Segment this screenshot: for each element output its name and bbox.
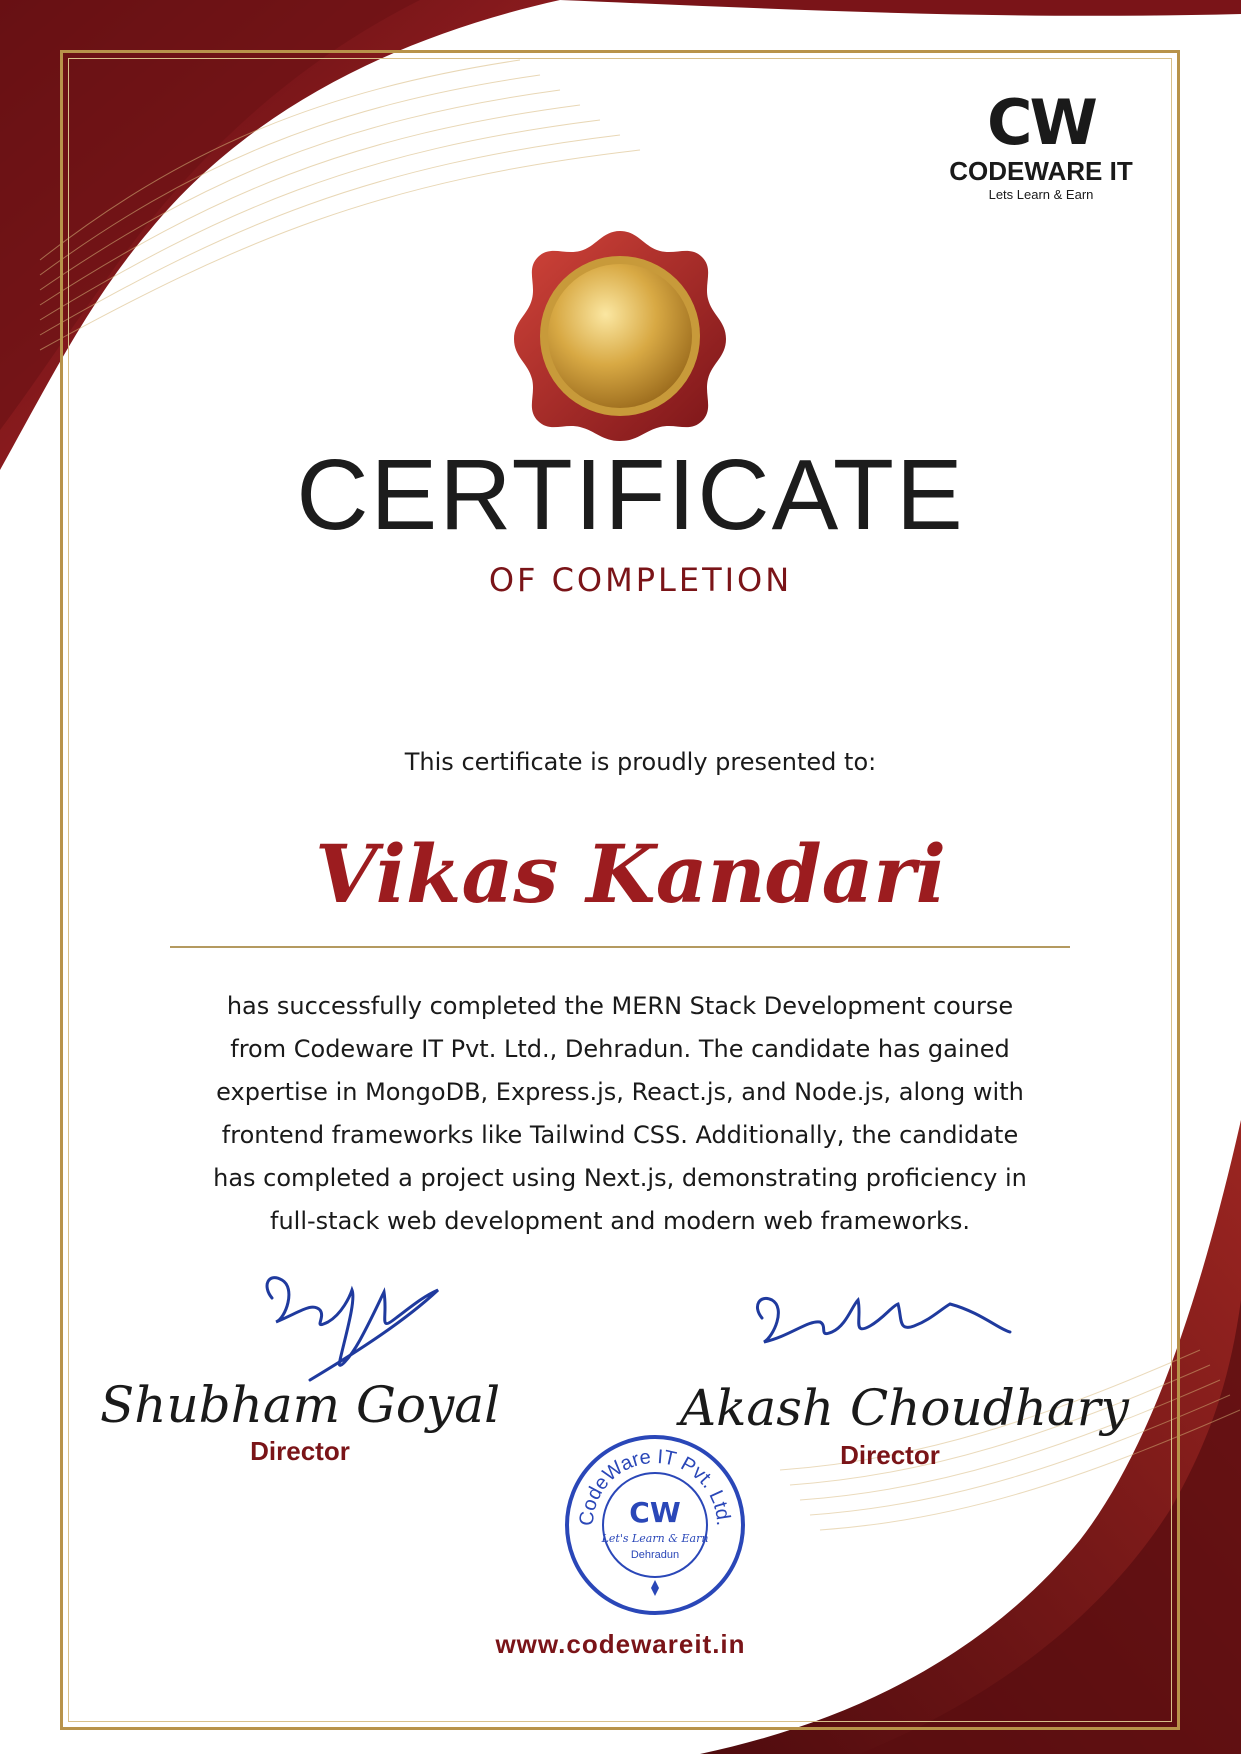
right-signatory-role: Director <box>840 1440 940 1470</box>
website-link[interactable]: www.codewareit.in <box>495 1629 746 1659</box>
stamp-city: Dehradun <box>630 1549 680 1561</box>
body-line: has completed a project using Next.js, demonstrating proficiency in <box>213 1164 1027 1192</box>
brand-name: CODEWARE IT <box>949 156 1133 186</box>
body-line: has successfully completed the MERN Stack Development course <box>226 992 1014 1020</box>
certificate-subtitle: OF COMPLETION <box>488 561 793 599</box>
stamp-mark: CW <box>629 1496 681 1529</box>
recipient-name: Vikas Kandari <box>314 827 947 921</box>
left-signatory-role: Director <box>250 1436 350 1466</box>
brand-mark: CW <box>987 86 1095 159</box>
right-signatory-name: Akash Choudhary <box>680 1379 1129 1437</box>
presented-to-line: This certificate is proudly presented to: <box>404 748 877 776</box>
brand-tagline: Lets Learn & Earn <box>988 187 1094 202</box>
certificate-title: CERTIFICATE <box>296 439 965 551</box>
seal-gold-disc <box>548 264 692 408</box>
body-line: frontend frameworks like Tailwind CSS. Additionally, the candidate <box>221 1121 1019 1149</box>
body-line: expertise in MongoDB, Express.js, React.js, and Node.js, along with <box>216 1078 1024 1106</box>
certificate-body <box>160 985 1080 1243</box>
stamp-star-icon <box>651 1580 659 1596</box>
gold-medal-seal-icon <box>510 225 730 445</box>
company-stamp <box>560 1430 750 1620</box>
stamp-ring-text: CodeWare IT Pvt. Ltd. <box>575 1445 735 1527</box>
top-edge-band <box>560 0 1241 16</box>
body-line: from Codeware IT Pvt. Ltd., Dehradun. The candidate has gained <box>230 1035 1010 1063</box>
left-signatory-name: Shubham Goyal <box>100 1376 501 1434</box>
body-line: full-stack web development and modern web frameworks. <box>270 1207 970 1235</box>
brand-logo <box>941 86 1141 204</box>
stamp-tagline: Let's Learn & Earn <box>601 1532 709 1545</box>
name-underline <box>170 946 1070 948</box>
